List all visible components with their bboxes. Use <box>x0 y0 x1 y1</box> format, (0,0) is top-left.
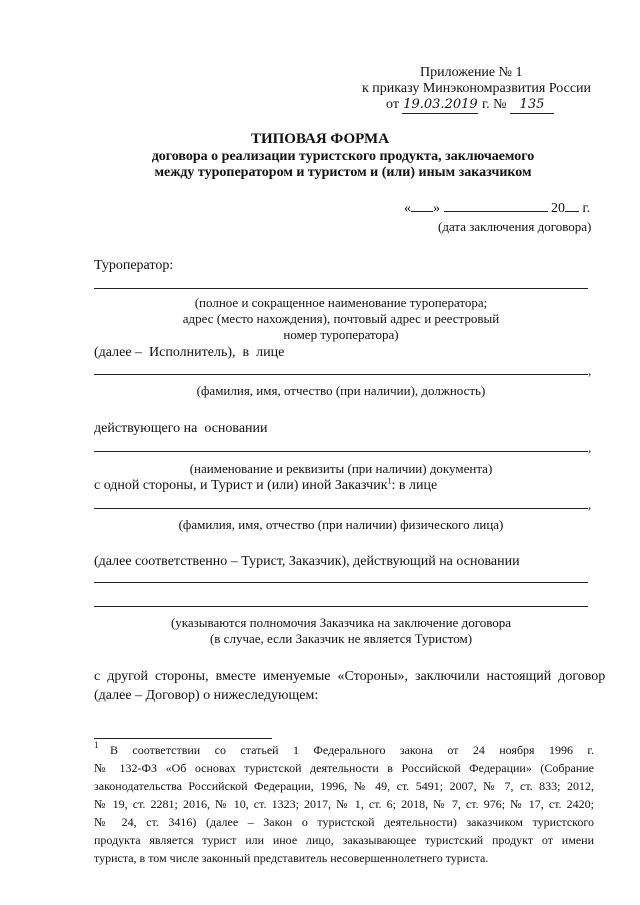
authority-blank-1[interactable] <box>94 582 588 583</box>
open-quote: « <box>404 201 411 216</box>
footnote-line5: № 24, ст. 3416) (далее – Закон о туристской деятельности) заказчиком туристского <box>94 815 594 829</box>
executor-text: (далее – Исполнитель), в лице <box>94 345 285 360</box>
individual-caption: (фамилия, имя, отчество (при наличии) физического лица) <box>178 517 504 532</box>
one-side-main: с одной стороны, и Турист и (или) иной Заказчик <box>94 478 388 493</box>
basis-document-blank[interactable] <box>94 451 588 452</box>
year-prefix: 20 <box>551 201 565 216</box>
authority-caption-line2: (в случае, если Заказчик не является Туристом) <box>209 631 473 646</box>
footnote-line2: № 132-ФЗ «Об основах туристской деятельности в Российской Федерации» (Собрание <box>94 761 594 775</box>
handwritten-date: 19.03.2019 <box>403 97 478 112</box>
customer-blank[interactable] <box>94 508 588 509</box>
footnote-line3: законодательства Российской Федерации, 1996, № 49, ст. 5491; 2007, № 7, ст. 833; 2012, <box>94 779 594 793</box>
order-date-line <box>386 96 554 114</box>
tour-operator-label: Туроператор: <box>94 258 174 273</box>
tour-operator-blank[interactable] <box>94 288 588 289</box>
form-title: ТИПОВАЯ ФОРМА <box>250 131 390 147</box>
order-reference: к приказу Минэкономразвития России <box>362 81 592 96</box>
year-suffix: г. <box>582 201 591 216</box>
acting-basis-text: действующего на основании <box>94 421 268 436</box>
operator-caption-line2: адрес (место нахождения), почтовый адрес и реестровый <box>182 311 500 326</box>
operator-caption-line3: номер туроператора) <box>283 327 399 342</box>
day-blank[interactable] <box>411 211 433 212</box>
appendix-number: Приложение № 1 <box>420 65 523 80</box>
footnote-block <box>94 741 594 867</box>
hereinafter-text: (далее соответственно – Турист, Заказчик), действующий на основании <box>94 554 520 569</box>
month-blank[interactable] <box>444 211 548 212</box>
footnote-separator <box>94 738 272 739</box>
handwritten-number: 135 <box>510 96 554 114</box>
footnote-line6: продукта является турист или иное лицо, заказывающее туристский продукт от имени <box>94 833 594 847</box>
comma-mark: , <box>588 497 592 512</box>
comma-mark: , <box>588 440 592 455</box>
contract-date-field <box>404 200 590 217</box>
date-prefix: от <box>386 97 399 112</box>
form-subtitle-line2: между туроператором и туристом и (или) иным заказчиком <box>154 165 532 180</box>
document-caption: (наименование и реквизиты (при наличии) документа) <box>189 461 493 476</box>
form-subtitle-line1: договора о реализации туристского продукта, заключаемого <box>151 149 535 164</box>
person-caption: (фамилия, имя, отчество (при наличии), должность) <box>196 383 486 398</box>
operator-caption-line1: (полное и сокращенное наименование туроператора; <box>194 295 488 310</box>
footnote-ref: 1 <box>387 476 392 486</box>
other-side-line2: (далее – Договор) о нижеследующем: <box>94 688 319 703</box>
comma-mark: , <box>588 363 592 378</box>
footnote-line1: 1 В соответствии со статьей 1 Федерального закона от 24 ноября 1996 г. <box>94 740 594 757</box>
representative-blank[interactable] <box>94 374 588 375</box>
close-quote: » <box>433 201 440 216</box>
authority-caption-line1: (указываются полномочия Заказчика на заключение договора <box>170 615 512 630</box>
contract-date-caption: (дата заключения договора) <box>438 219 592 234</box>
date-suffix: г. № <box>481 97 507 112</box>
one-side-tail: : в лице <box>391 478 438 493</box>
authority-blank-2[interactable] <box>94 606 588 607</box>
footnote-line4: № 19, ст. 2281; 2016, № 10, ст. 1323; 2017, № 1, ст. 6; 2018, № 7, ст. 976; № 17, ст. 2420; <box>94 797 594 811</box>
footnote-line7: туриста, в том числе законный представитель несовершеннолетнего туриста. <box>94 851 489 865</box>
one-side-text <box>94 477 437 494</box>
other-side-line1: с другой стороны, вместе именуемые «Стороны», заключили настоящий договор <box>94 669 606 684</box>
year-blank[interactable] <box>565 211 579 212</box>
